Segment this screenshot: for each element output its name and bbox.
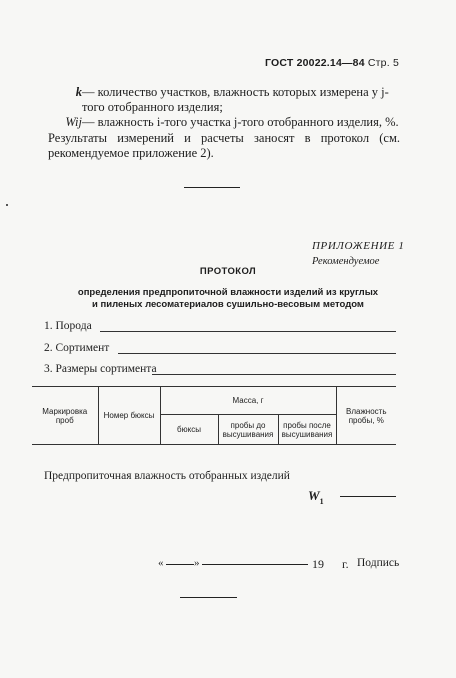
definition-k [48,85,400,115]
protocol-subtitle [0,287,456,311]
summary-label: Предпропиточная влажность отобранных изделий [44,470,290,482]
gost-number: ГОСТ 20022.14—84 [264,57,365,69]
col-header-marking: Маркировка проб [32,387,98,445]
protocol-subtitle-line: и пиленых лесоматериалов сушильно-весовым методом [92,299,364,310]
result-paragraph: Результаты измерений и расчеты заносят в протокол (см. рекомендуемое приложение 2). [48,131,400,160]
page-number: Стр. 5 [367,57,399,69]
signature-label: Подпись [357,557,400,569]
definition-text: — влажность i-того участка j-того отобранного изделия, %. [82,115,399,129]
appendix-title: ПРИЛОЖЕНИЕ 1 [312,240,405,252]
field-assortment [44,342,396,356]
summary-symbol: $W_1$ [308,488,324,507]
year-suffix: г. [342,557,349,571]
appendix-subtitle: Рекомендуемое [312,256,380,267]
field-label: 1. Порода [44,320,92,332]
definitions-block [48,85,400,161]
protocol-title: ПРОТОКОЛ [199,266,257,277]
quote-open: « [158,557,164,569]
field-blank-line[interactable] [118,353,396,354]
col-header-box-number: Номер бюксы [98,387,160,445]
definition-text: — количество участков, влажность которых измерена у j-того отобранного изделия; [82,85,389,114]
protocol-table [32,386,396,445]
definition-symbol: k [75,85,82,99]
field-label: 2. Сортимент [44,342,110,354]
end-separator-line [180,597,237,598]
date-blank-line[interactable] [166,564,194,565]
field-blank-line[interactable] [152,374,396,375]
separator-line [184,187,240,188]
definition-symbol: Wij [65,115,82,129]
year-prefix: 19 [312,557,324,571]
col-header-mass-before: пробы до высушивания [218,415,278,445]
field-blank-line[interactable] [100,331,396,332]
summary-blank-line[interactable] [340,496,396,497]
quote-close: » [194,557,200,569]
page-header [265,57,399,69]
col-header-mass-box: бюксы [160,415,218,445]
field-dimensions [44,363,396,377]
margin-dot [6,204,8,206]
field-label: 3. Размеры сортимента [44,363,157,375]
definition-wij [48,115,400,130]
col-header-mass: Масса, г [160,387,336,415]
col-header-mass-after: пробы после высушивания [278,415,336,445]
protocol-subtitle-line: определения предпропиточной влажности изделий из круглых [77,287,379,298]
month-blank-line[interactable] [202,564,308,565]
col-header-moisture: Влажность пробы, % [336,387,396,445]
field-species [44,320,396,334]
